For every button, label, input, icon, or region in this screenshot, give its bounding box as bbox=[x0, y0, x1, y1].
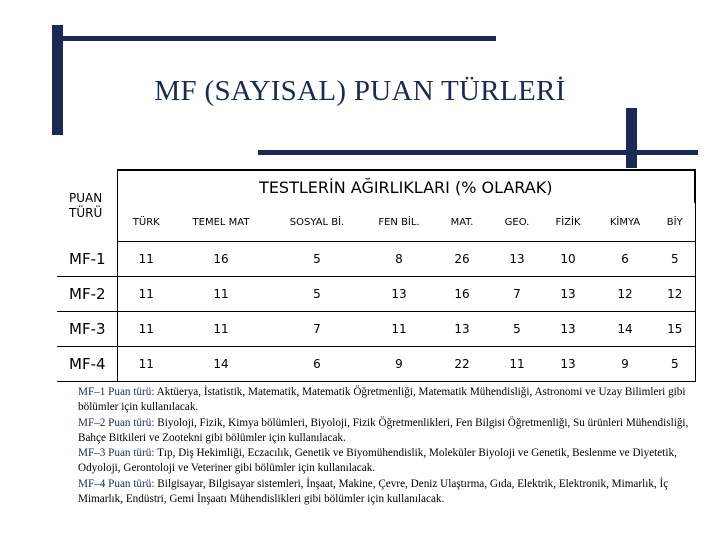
column-header: TEMEL MAT bbox=[175, 203, 267, 242]
table-cell: 9 bbox=[595, 347, 655, 382]
table-cell: 11 bbox=[493, 347, 541, 382]
table-cell: 5 bbox=[493, 312, 541, 347]
column-header: TÜRK bbox=[117, 203, 175, 242]
row-label: MF-3 bbox=[57, 312, 117, 347]
corner-label-2: TÜRÜ bbox=[69, 205, 103, 220]
group-header: TESTLERİN AĞIRLIKLARI (% OLARAK) bbox=[117, 170, 695, 203]
column-header: KİMYA bbox=[595, 203, 655, 242]
table-cell: 13 bbox=[541, 347, 595, 382]
table-cell: 22 bbox=[431, 347, 493, 382]
notes-block bbox=[78, 385, 690, 507]
column-header-row bbox=[57, 203, 695, 242]
table-cell: 11 bbox=[367, 312, 431, 347]
table-cell: 12 bbox=[655, 277, 695, 312]
table-cell: 14 bbox=[175, 347, 267, 382]
row-label: MF-1 bbox=[57, 242, 117, 277]
table-cell: 11 bbox=[117, 242, 175, 277]
note-label: MF–1 Puan türü: bbox=[78, 386, 155, 398]
note-text: Tıp, Diş Hekimliği, Eczacılık, Genetik ve Biyomühendislik, Moleküler Biyoloji ve Genetik, Beslenme ve Diyetetik, Odyoloji, Gerontoloji ve Veteriner gibi bölümler için kullanılacak. bbox=[78, 447, 677, 475]
table-cell: 11 bbox=[175, 312, 267, 347]
note-mf1 bbox=[78, 385, 690, 416]
row-label: MF-2 bbox=[57, 277, 117, 312]
table-cell: 6 bbox=[595, 242, 655, 277]
column-header: SOSYAL Bİ. bbox=[267, 203, 367, 242]
table-cell: 11 bbox=[175, 277, 267, 312]
table-cell: 5 bbox=[655, 347, 695, 382]
table-cell: 13 bbox=[541, 312, 595, 347]
table-row bbox=[57, 312, 695, 347]
note-text: Bilgisayar, Bilgisayar sistemleri, İnşaat, Makine, Çevre, Deniz Ulaştırma, Gıda, Elektrik, Elektronik, Mimarlık, İç Mimarlık, Endüstri, Gemi İnşaatı Mühendislikleri gibi bölümler için kullanılacak. bbox=[78, 477, 669, 506]
table-cell: 5 bbox=[267, 277, 367, 312]
note-text: Aktüerya, İstatistik, Matematik, Matematik Öğretmenliği, Matematik Mühendisliği, Astronomi ve Uzay Bilimleri gibi bölümler için kullanılacak. bbox=[78, 386, 686, 414]
table-cell: 11 bbox=[117, 277, 175, 312]
table-cell: 26 bbox=[431, 242, 493, 277]
table-cell: 13 bbox=[367, 277, 431, 312]
table-cell: 16 bbox=[175, 242, 267, 277]
table-cell: 13 bbox=[493, 242, 541, 277]
note-mf2 bbox=[78, 416, 690, 447]
table-cell: 12 bbox=[595, 277, 655, 312]
note-mf4 bbox=[78, 477, 690, 508]
table-cell: 5 bbox=[267, 242, 367, 277]
weights-table bbox=[57, 169, 696, 382]
column-header: FEN BİL. bbox=[367, 203, 431, 242]
note-label: MF–3 Puan türü: bbox=[78, 447, 155, 460]
note-text: Biyoloji, Fizik, Kimya bölümleri, Biyoloji, Fizik Öğretmenlikleri, Fen Bilgisi Öğretmenliği, Su ürünleri Mühendisliği, Bahçe Bitkileri ve Zootekni gibi bölümler için kullanılacak. bbox=[78, 416, 689, 444]
table-row bbox=[57, 242, 695, 277]
table-row bbox=[57, 347, 695, 382]
table-cell: 11 bbox=[117, 312, 175, 347]
table-cell: 13 bbox=[541, 277, 595, 312]
note-label: MF–2 Puan türü: bbox=[78, 416, 155, 429]
table-cell: 13 bbox=[431, 312, 493, 347]
table-cell: 6 bbox=[267, 347, 367, 382]
row-label: MF-4 bbox=[57, 347, 117, 382]
corner-header bbox=[57, 170, 117, 242]
corner-label-1: PUAN bbox=[69, 190, 103, 205]
table-cell: 7 bbox=[493, 277, 541, 312]
decor-bar-mid-vertical bbox=[626, 108, 637, 168]
decor-bar-top-horizontal bbox=[52, 36, 496, 41]
table-cell: 15 bbox=[655, 312, 695, 347]
table-row bbox=[57, 277, 695, 312]
table-cell: 11 bbox=[117, 347, 175, 382]
table-cell: 5 bbox=[655, 242, 695, 277]
page-title: MF (SAYISAL) PUAN TÜRLERİ bbox=[154, 75, 566, 107]
column-header: GEO. bbox=[493, 203, 541, 242]
table-cell: 16 bbox=[431, 277, 493, 312]
column-header: MAT. bbox=[431, 203, 493, 242]
table-cell: 8 bbox=[367, 242, 431, 277]
table-cell: 10 bbox=[541, 242, 595, 277]
table-cell: 14 bbox=[595, 312, 655, 347]
table-cell: 7 bbox=[267, 312, 367, 347]
note-mf3 bbox=[78, 446, 690, 477]
table-cell: 9 bbox=[367, 347, 431, 382]
note-label: MF–4 Puan türü: bbox=[78, 477, 155, 490]
column-header: BİY bbox=[655, 203, 695, 242]
column-header: FİZİK bbox=[541, 203, 595, 242]
